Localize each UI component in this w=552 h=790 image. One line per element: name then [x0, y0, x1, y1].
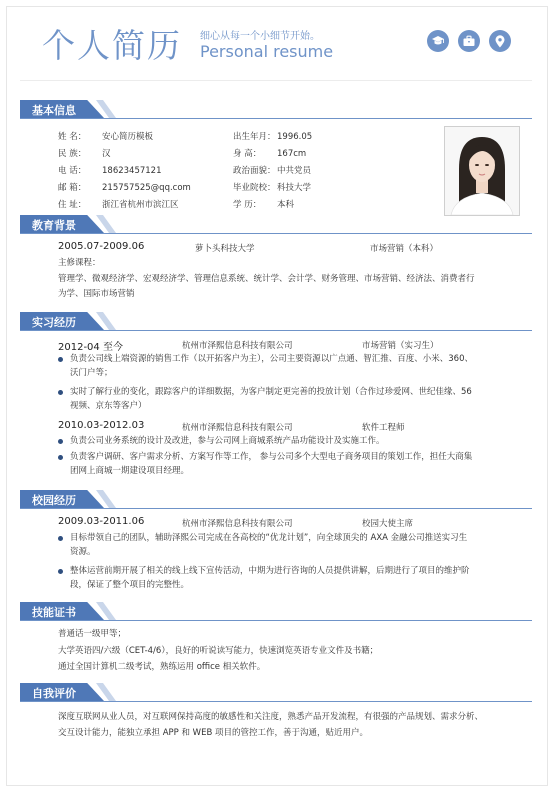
- section-title: 校园经历: [32, 494, 76, 507]
- info-ethnicity: 民 族： 汉: [58, 149, 111, 159]
- briefcase-icon: [458, 30, 480, 52]
- education-school: 萝卜头科技大学: [195, 244, 255, 254]
- job-company: 杭州市泽熙信息科技有限公司: [182, 423, 293, 433]
- section-skills: [20, 602, 532, 622]
- section-education: [20, 215, 532, 235]
- location-pin-icon: [489, 30, 511, 52]
- info-degree: 学 历： 本科: [233, 200, 295, 210]
- campus-bullet: 整体运营前期开展了相关的线上线下宣传活动，中期为进行咨询的人员提供讲解，后期进行了项目的维护阶 段，保证了整个项目的完整性。: [56, 565, 540, 592]
- job-role: 市场营销（实习生）: [362, 341, 439, 351]
- resume-title: 个人简历: [42, 26, 182, 65]
- section-campus: [20, 490, 532, 510]
- section-title: 自我评价: [32, 687, 76, 700]
- job-period: 2010.03-2012.03: [58, 420, 145, 431]
- job-period: 2012-04 至今: [58, 342, 123, 353]
- section-internship: [20, 312, 532, 332]
- resume-title-en: Personal resume: [200, 42, 334, 61]
- info-school: 毕业院校：科技大学: [233, 183, 312, 193]
- skill-line: 大学英语四/六级（CET-4/6），良好的听说读写能力，快速浏览英语专业文件及书籍；: [58, 646, 379, 656]
- info-email: 邮 箱： 215757525@qq.com: [58, 183, 191, 193]
- section-title: 教育背景: [32, 219, 76, 232]
- campus-bullet: 目标带领自己的团队，辅助泽熙公司完成在各高校的“优龙计划”，向全球顶尖的 AXA 金融公司推送实习生 资源。: [56, 532, 540, 559]
- job-company: 杭州市泽熙信息科技有限公司: [182, 341, 293, 351]
- section-self-evaluation: [20, 683, 532, 703]
- skill-line: 普通话一级甲等；: [58, 629, 127, 639]
- job-bullet: 实时了解行业的变化，跟踪客户的详细数据，为客户制定更完善的投放计划（合作过珍爱网、世纪佳缘、56 视频、京东等客户）: [56, 386, 540, 413]
- skill-line: 通过全国计算机二级考试，熟练运用 office 相关软件。: [58, 662, 266, 672]
- education-major: 市场营销（本科）: [370, 244, 439, 254]
- info-birth: 出生年月：1996.05: [233, 132, 313, 142]
- header-divider: [20, 80, 532, 81]
- education-period: 2005.07-2009.06: [58, 241, 145, 252]
- resume-slogan: 细心从每一个小细节开始。: [200, 31, 320, 42]
- job-bullet: 负责客户调研、客户需求分析、方案写作等工作， 参与公司多个大型电子商务项目的策划工作，担任大商集 团网上商城一期建设项目经理。: [56, 451, 540, 478]
- info-height: 身 高： 167cm: [233, 149, 307, 159]
- section-title: 实习经历: [32, 316, 76, 329]
- info-phone: 电 话： 18623457121: [58, 166, 162, 176]
- self-eval-line: 交互设计能力，能独立承担 APP 和 WEB 项目的管控工作，善于沟通，贴近用户。: [58, 728, 368, 738]
- courses-line: 为学、国际市场营销: [58, 289, 135, 299]
- courses-line: 管理学、微观经济学、宏观经济学、管理信息系统、统计学、会计学、财务管理、市场营销、经济法、消费者行: [58, 274, 475, 284]
- job-bullet: 负责公司线上端资源的销售工作（以开拓客户为主），公司主要资源以广点通、智汇推、百度、小米、360、 沃门户等；: [56, 353, 540, 380]
- graduation-cap-icon: [427, 30, 449, 52]
- job-role: 软件工程师: [362, 423, 405, 433]
- section-title: 技能证书: [32, 606, 76, 619]
- campus-company: 杭州市泽熙信息科技有限公司: [182, 519, 293, 529]
- info-political: 政治面貌：中共党员: [233, 166, 312, 176]
- profile-photo: [444, 126, 520, 216]
- campus-period: 2009.03-2011.06: [58, 516, 145, 527]
- info-address: 住 址： 浙江省杭州市滨江区: [58, 200, 179, 210]
- section-title: 基本信息: [32, 104, 76, 117]
- header-icons: [427, 30, 511, 52]
- campus-role: 校园大使主席: [362, 519, 414, 529]
- self-eval-line: 深度互联网从业人员，对互联网保持高度的敏感性和关注度，熟悉产品开发流程，有很强的产品规划、需求分析、: [58, 712, 484, 722]
- courses-label: 主修课程：: [58, 258, 101, 268]
- section-basic-info: [20, 100, 532, 120]
- job-bullet: 负责公司业务系统的设计及改进，参与公司网上商城系统产品功能设计及实施工作。: [56, 435, 540, 449]
- info-name: 姓 名： 安心简历模板: [58, 132, 154, 142]
